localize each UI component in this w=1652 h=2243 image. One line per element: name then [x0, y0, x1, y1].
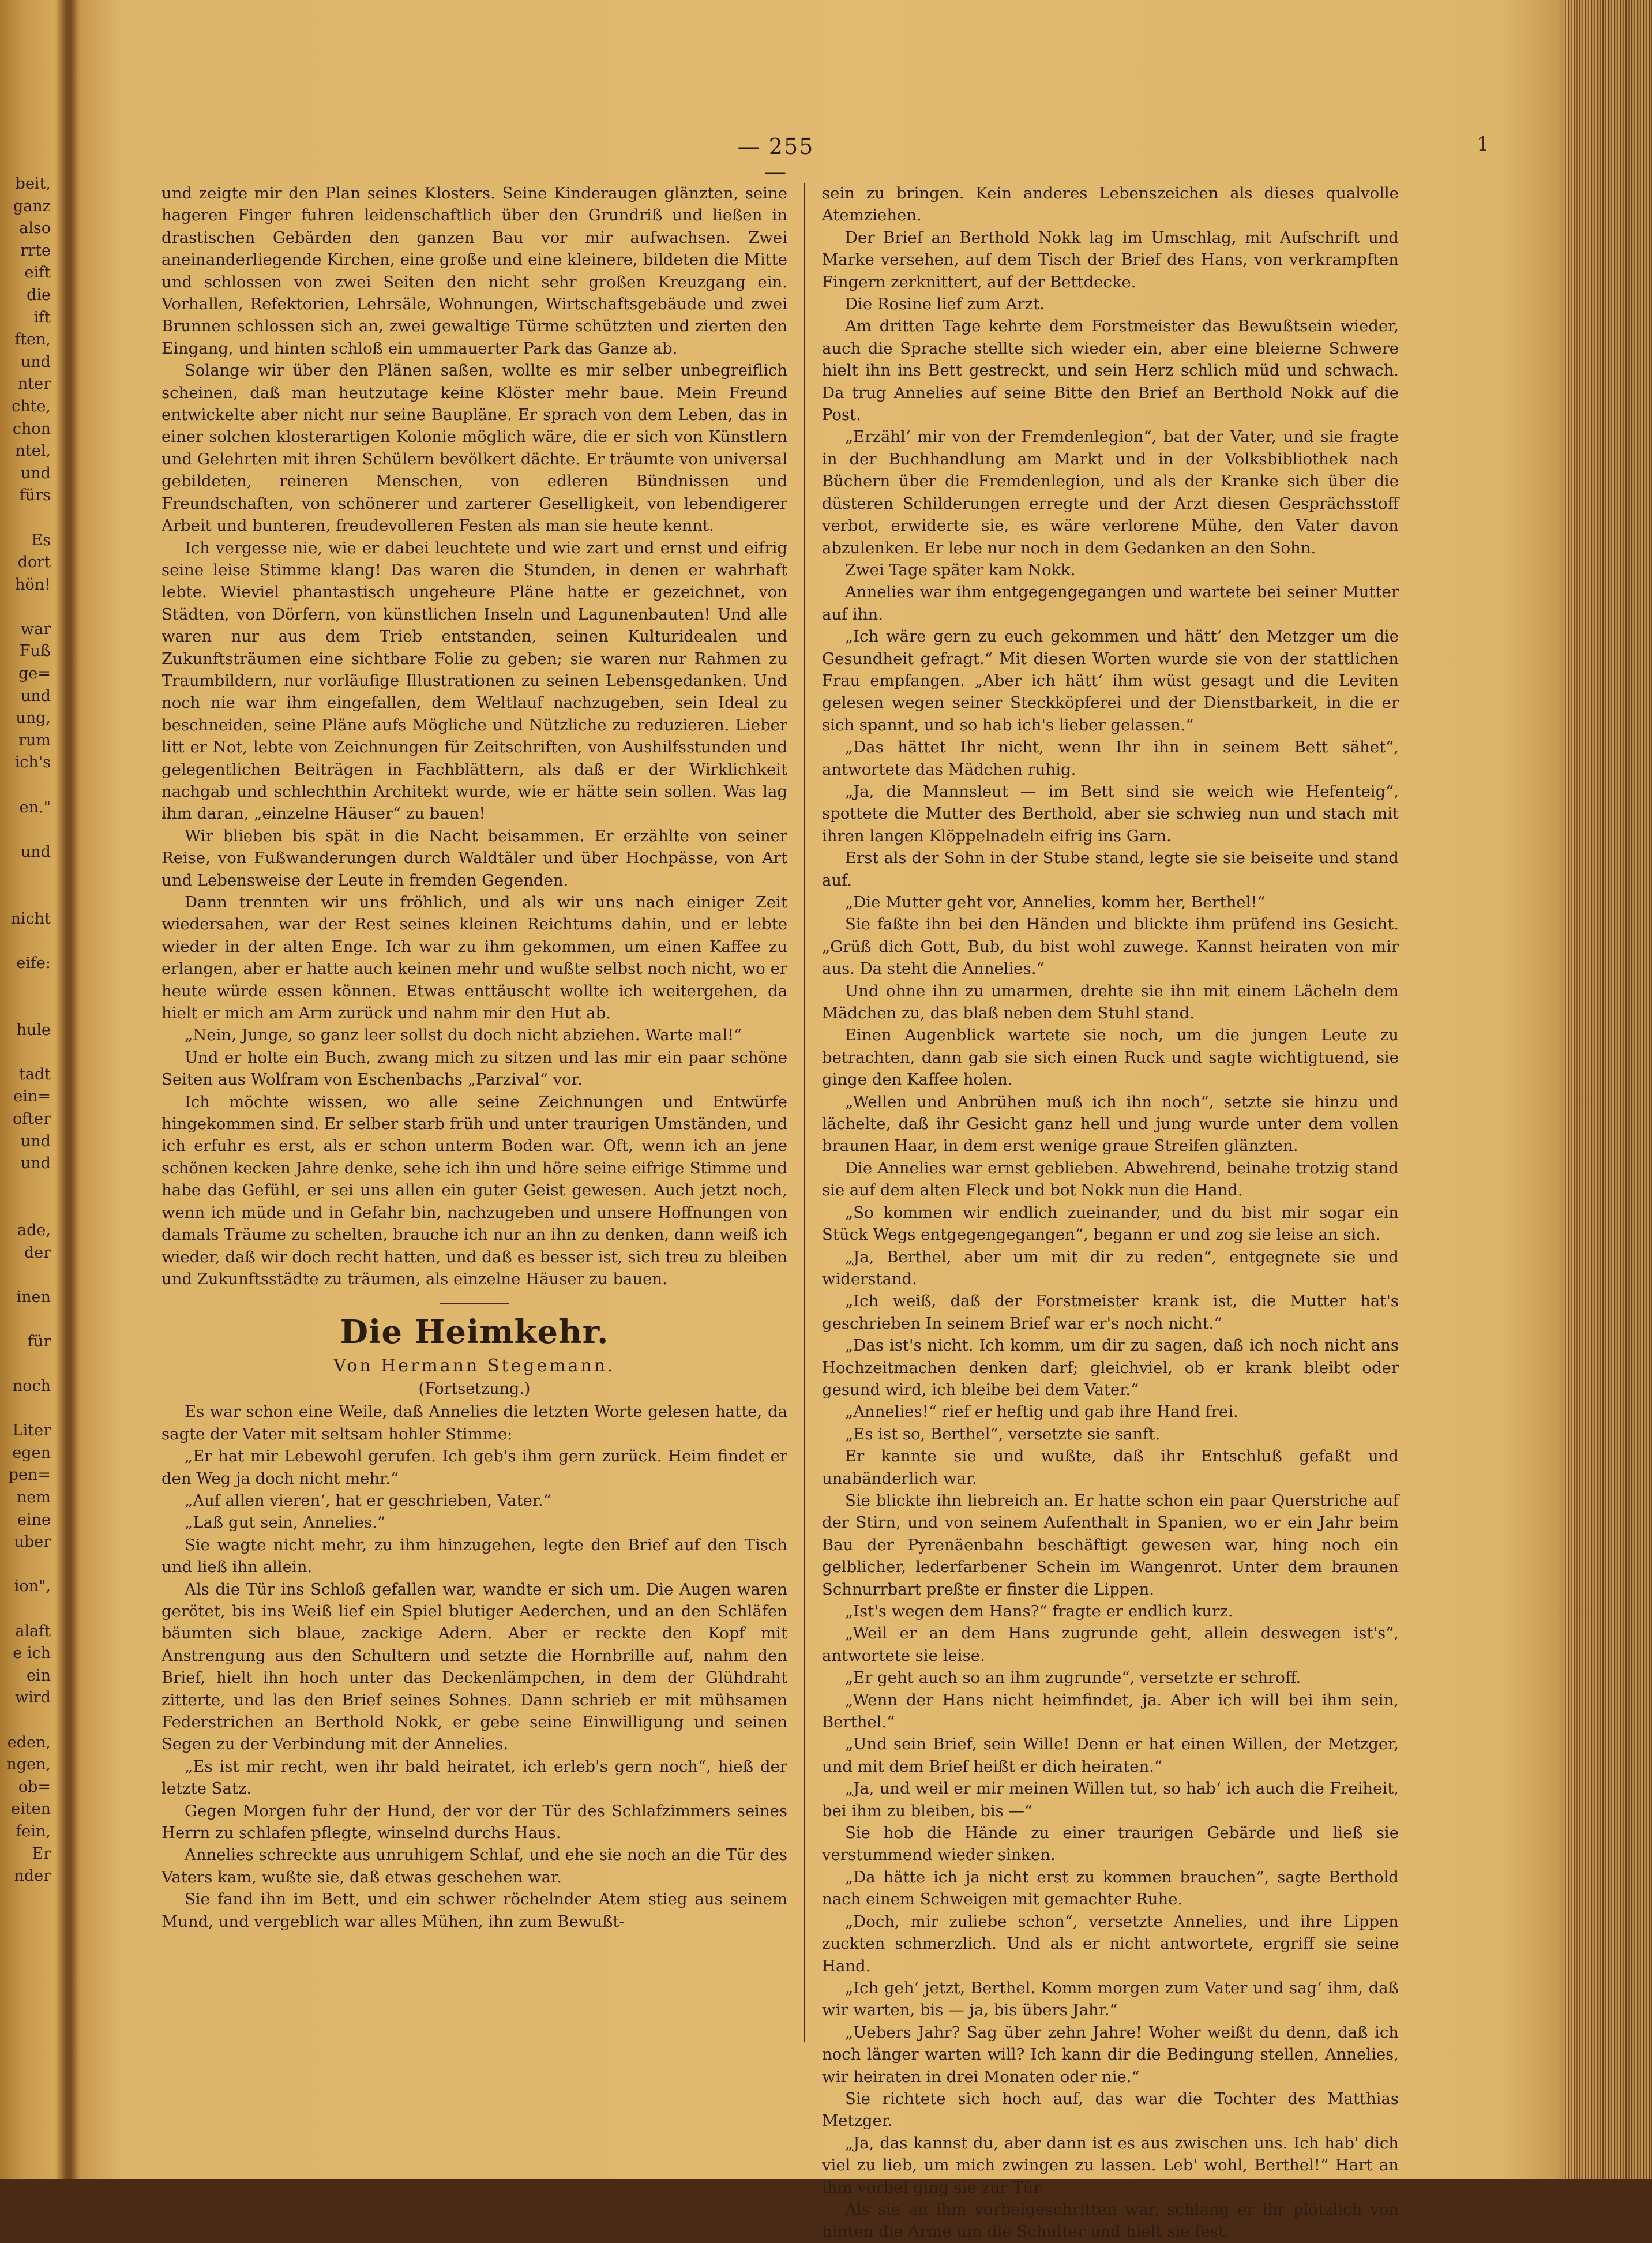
fragment-line: war — [20, 620, 51, 638]
paragraph: Der Brief an Berthold Nokk lag im Umschlag, mit Aufschrift und Marke versehen, auf dem Tisch der Brief des Hans, von verkrampften Fingern zerknittert, auf der Bettdecke. — [822, 228, 1399, 291]
paragraph: „Da hätte ich ja nicht erst zu kommen brauchen“, sagte Berthold nach einem Schweigen mit gemachter Ruhe. — [822, 1867, 1399, 1909]
fragment-line: ganz — [13, 197, 51, 215]
fragment-line: ofter — [13, 1109, 51, 1128]
fragment-line: Fuß — [19, 642, 51, 661]
fragment-line: eiten — [11, 1800, 51, 1818]
fragment-line: tadt — [18, 1065, 51, 1083]
fragment-line: ntel, — [15, 442, 51, 460]
paragraph: „Nein, Junge, so ganz leer sollst du doch nicht abziehen. Warte mal!“ — [185, 1026, 742, 1045]
fragment-line: und — [20, 1132, 51, 1150]
fragment-line — [0, 1598, 51, 1621]
paragraph: Sie faßte ihn bei den Händen und blickte ihm prüfend ins Gesicht. „Grüß dich Gott, Bub, du bist wohl zuwege. Kannst heiraten von mir aus. Da steht die Annelies.“ — [822, 915, 1399, 978]
paragraph: Annelies war ihm entgegengegangen und wartete bei seiner Mutter auf ihn. — [822, 583, 1399, 624]
fragment-line — [0, 974, 51, 997]
paragraph: „So kommen wir endlich zueinander, und du bist mir sogar ein Stück Wegs entgegengegangen“, begann er und zog sie leise an sich. — [822, 1203, 1399, 1244]
paragraph: „Das ist's nicht. Ich komm, um dir zu sagen, daß ich noch nicht ans Hochzeitmachen denken darf; gleichviel, ob er krank bleibt oder gesund wird, ich bleibe bei dem Vater.“ — [822, 1336, 1399, 1399]
paragraph: Es war schon eine Weile, daß Annelies die letzten Worte gelesen hatte, da sagte der Vater mit seltsam hohler Stimme: — [162, 1402, 787, 1443]
paragraph: „Und sein Brief, sein Wille! Denn er hat einen Willen, der Metzger, und mit dem Brief heißt er dich heiraten.“ — [822, 1735, 1399, 1776]
story-text — [162, 1401, 787, 1933]
paragraph: Ich möchte wissen, wo alle seine Zeichnungen und Entwürfe hingekommen sind. Er selber starb früh und unter traurigen Umständen, und ich erfuhr es erst, als er schon unterm Boden war. Oft, wenn ich an jene schönen kecken Jahre denke, sehe ich ihn und höre seine eifrige Stimme und habe das Gefühl, er sei uns allen ein guter Geist gewesen. Auch jetzt noch, wenn ich müde und in Gefahr bin, nachzugeben und unsere Hoffnungen von damals Träume zu schelten, brauche ich nur an ihn zu denken, dann weiß ich wieder, daß wir doch recht hatten, und daß es besser ist, sich treu zu bleiben und Zukunftsstädte zu träumen, als einzelne Häuser zu bauen. — [162, 1092, 787, 1288]
fragment-line: hule — [16, 1021, 51, 1039]
fragment-line — [0, 886, 51, 908]
paragraph: Dann trennten wir uns fröhlich, und als wir uns nach einiger Zeit wiedersahen, war der Rest seines kleinen Reichtums dahin, und er lebte wieder in der alten Enge. Ich war zu ihm gekommen, um einen Kaffee zu erlangen, aber er hatte auch keinen mehr und wußte selbst noch nicht, wo er heute würde essen können. Etwas enttäuscht wollte ich weitergehen, da hielt er mich am Arm zurück und nahm mir den Hut ab. — [162, 893, 787, 1023]
fragment-line: noch — [12, 1377, 51, 1396]
fragment-line: eife: — [16, 954, 51, 972]
paragraph: Sie blickte ihn liebreich an. Er hatte schon ein paar Querstriche auf der Stirn, und von seinem Aufenthalt in Spanien, wo er ein Jahr beim Bau der Pyrenäenbahn beschäftigt gewesen war, hing noch ein gelblicher, lederfarbener Schein im Wangenrot. Unter dem braunen Schnurrbart preßte er finster die Lippen. — [822, 1491, 1399, 1599]
fragment-line — [0, 1554, 51, 1576]
fragment-line: wird — [15, 1689, 51, 1707]
paragraph: Sie wagte nicht mehr, zu ihm hinzugehen, legte den Brief auf den Tisch und ließ ihn allein. — [162, 1535, 787, 1577]
fragment-line: ade, — [17, 1221, 51, 1239]
fragment-line: und — [20, 464, 51, 482]
fragment-line — [0, 930, 51, 952]
fragment-line: ion", — [14, 1577, 51, 1596]
fragment-line: Liter — [12, 1421, 51, 1440]
paragraph: „Ich geh‘ jetzt, Berthel. Komm morgen zum Vater und sag‘ ihm, daß wir warten, bis — ja, bis übers Jahr.“ — [822, 1978, 1399, 2020]
article-title: Die Heimkehr. — [340, 1313, 609, 1352]
fragment-line — [0, 1308, 51, 1331]
fragment-line: inen — [16, 1288, 51, 1306]
paragraph: „Ja, Berthel, aber um mit dir zu reden“, entgegnete sie und widerstand. — [822, 1247, 1399, 1288]
fragment-line: uber — [14, 1533, 51, 1551]
fragment-line: egen — [12, 1443, 51, 1462]
fragment-line: Er — [32, 1844, 51, 1863]
fragment-line: nder — [14, 1867, 51, 1885]
paragraph: „Ich wäre gern zu euch gekommen und hätt‘ den Metzger um die Gesundheit gefragt.“ Mit diesen Worten wurde sie von der stattlichen Frau empfangen. „Aber ich hätt‘ ihm wüst gesagt und die Leviten gelesen wegen seiner Steckköpferei und der Dienstbarkeit, in die er sich spannt, und so hab ich's lieber gelassen.“ — [822, 627, 1399, 734]
paragraph: Am dritten Tage kehrte dem Forstmeister das Bewußtsein wieder, auch die Sprache stellte sich wieder ein, aber eine bleierne Schwere hielt ihn ins Bett gestreckt, und sein Herz schlich müd und schwach. Da trug Annelies auf seine Bitte den Brief an Berthold Nokk auf die Post. — [822, 317, 1399, 425]
fragment-line: nter — [17, 375, 51, 393]
fragment-line — [0, 1264, 51, 1286]
paragraph: „Ja, die Mannsleut — im Bett sind sie weich wie Hefenteig“, spottete die Mutter des Berthold, aber sie schwieg nun und stach mit ihren langen Klöppelnadeln eifrig ins Garn. — [822, 782, 1399, 845]
essay-text — [162, 182, 787, 1290]
paragraph: „Die Mutter geht vor, Annelies, komm her, Berthel!“ — [845, 893, 1266, 912]
fragment-line: chte, — [12, 397, 51, 415]
paragraph: Annelies schreckte aus unruhigem Schlaf, und ehe sie noch an die Tür des Vaters kam, wußte sie, daß etwas geschehen war. — [162, 1846, 787, 1886]
fragment-line: hön! — [15, 575, 51, 594]
fragment-line: Es — [31, 531, 51, 549]
paragraph: Gegen Morgen fuhr der Hund, der vor der Tür des Schlafzimmers seines Herrn zu schlafen pflegte, winselnd durchs Haus. — [162, 1801, 787, 1843]
paragraph: Erst als der Sohn in der Stube stand, legte sie sie beiseite und stand auf. — [822, 849, 1399, 890]
left-column — [162, 182, 787, 2046]
paragraph: Als die Tür ins Schloß gefallen war, wandte er sich um. Die Augen waren gerötet, bis ins Weiß lief ein Spiel blutiger Aederchen, und an den Schläfen bäumten sich blaue, zackige Adern. Aber er reckte den Kopf mit Anstrengung aus den Schultern und setzte die Hornbrille auf, nahm den Brief, hielt ihn hoch unter das Deckenlämpchen, in dem der Glühdraht zitterte, und las den Brief seines Sohnes. Dann schrieb er mit mühsamen Federstrichen an Berthold Nokk, er gebe seine Einwilligung und seinen Segen zu der Verbindung mit der Annelies. — [162, 1580, 787, 1754]
fragment-line: eden, — [7, 1733, 51, 1751]
fragment-line: ob= — [18, 1777, 51, 1796]
fragment-line: eift — [24, 264, 51, 282]
right-column — [822, 182, 1399, 2241]
paragraph: Und er holte ein Buch, zwang mich zu sitzen und las mir ein paar schöne Seiten aus Wolfram von Eschenbachs „Parzival“ vor. — [162, 1048, 787, 1089]
paragraph: „Es ist so, Berthel“, versetzte sie sanft. — [845, 1424, 1161, 1443]
fragment-line: eine — [17, 1510, 51, 1529]
fragment-line: fürs — [19, 486, 51, 505]
fragment-line: ften, — [14, 331, 51, 349]
fragment-line — [0, 997, 51, 1019]
paragraph: Sie richtete sich hoch auf, das war die Tochter des Matthias Metzger. — [822, 2089, 1399, 2131]
paragraph: „Erzähl‘ mir von der Fremdenlegion“, bat der Vater, und sie fragte in der Buchhandlung am Markt und in der Volksbibliothek nach Büchern über die Fremdenlegion, und als der Kranke sich über die düsteren Schilderungen erregte und der Arzt diesen Gesprächsstoff verbot, erwiderte sie, es wäre verlorene Mühe, den Vater davon abzulenken. Er lebe nur noch in dem Gedanken an den Sohn. — [822, 427, 1399, 557]
paragraph: Als sie an ihm vorbeigeschritten war, schlang er ihr plötzlich von hinten die Arme um die Schulter und hielt sie fest. — [822, 2200, 1399, 2241]
fragment-line: ich's — [14, 753, 51, 772]
fragment-line — [0, 1175, 51, 1198]
fragment-line: nem — [17, 1488, 51, 1507]
article-separator — [440, 1303, 509, 1304]
paragraph: „Uebers Jahr? Sag über zehn Jahre! Woher weißt du denn, daß ich noch länger warten will? Ich kann dir die Bedingung stellen, Annelies, wir heiraten in drei Monaten oder nie.“ — [822, 2023, 1399, 2086]
fragment-line — [0, 1398, 51, 1420]
fragment-line: ein= — [13, 1087, 51, 1106]
paragraph: „Ja, das kannst du, aber dann ist es aus zwischen uns. Ich hab' dich viel zu lieb, um mich zwingen zu lassen. Leb' wohl, Berthel!“ Hart an ihm vorbei ging sie zur Tür. — [822, 2133, 1399, 2197]
fragment-line — [0, 863, 51, 886]
fragment-line — [0, 774, 51, 797]
fragment-line: der — [24, 1243, 51, 1262]
paragraph: Ich vergesse nie, wie er dabei leuchtete und wie zart und ernst und eifrig seine leise Stimme klang! Das waren die Stunden, in denen er wahrhaft lebte. Wieviel phantastisch ungeheure Pläne hatte er gezeichnet, von Städten, von Dörfern, von künstlichen Inseln und Lagunenbauten! Und alle waren nur aus dem Trieb entstanden, seinen Kulturidealen und Zukunftsträumen eine sichtbare Folie zu geben; sie waren nur Rahmen zu Traumbildern, nur vorläufige Illustrationen zu seinen Lebensgedanken. Und noch nie war ihm eingefallen, dem Weltlauf nachzugeben, sein Ideal zu beschneiden, seine Pläne aufs Mögliche und Nützliche zu reduzieren. Lieber litt er Not, lebte von Zeichnungen für Zeitschriften, von Aushilfsstunden und gelegentlichen Beiträgen in Fachblättern, als daß er der Wirklichkeit nachgab und schlechthin Architekt wurde, wie er hätte sein sollen. Was lag ihm daran, „einzelne Häuser“ zu bauen! — [162, 538, 787, 823]
fragment-line: rrte — [20, 241, 51, 260]
paragraph: „Laß gut sein, Annelies.“ — [185, 1513, 385, 1532]
paragraph: und zeigte mir den Plan seines Klosters. Seine Kinderaugen glänzten, seine hageren Finger fuhren leidenschaftlich über den Grundriß und ließen in drastischen Gebärden den ganzen Bau vor mir aufwachsen. Zwei aneinanderliegende Kirchen, eine große und eine kleinere, bildeten die Mitte und schlossen von zwei Seiten den nicht sehr großen Kreuzgang ein. Vorhallen, Refektorien, Lehrsäle, Wohnungen, Wirtschaftsgebäude und zwei Brunnen schlossen sich an, zwei gewaltige Türme schützten und zierten den Eingang, und hinten schloß ein ummauerter Park das Ganze ab. — [162, 184, 787, 358]
fragment-line: beit, — [15, 175, 51, 193]
paragraph: Zwei Tage später kam Nokk. — [845, 560, 1076, 579]
fragment-line: die — [27, 286, 51, 304]
fragment-line — [0, 1197, 51, 1220]
paragraph: „Annelies!“ rief er heftig und gab ihre Hand frei. — [845, 1402, 1238, 1421]
page-edges — [1563, 0, 1652, 2179]
column-rule — [804, 183, 805, 2042]
fragment-line — [0, 1353, 51, 1375]
paragraph: Sie hob die Hände zu einer traurigen Gebärde und ließ sie verstummend wieder sinken. — [822, 1824, 1399, 1865]
fragment-line: und — [20, 1154, 51, 1173]
fragment-line — [0, 507, 51, 530]
fragment-line: chon — [12, 419, 51, 438]
fragment-line: ge= — [18, 665, 51, 683]
fragment-line: alaft — [15, 1622, 51, 1640]
previous-page-fragment — [0, 173, 51, 2077]
fragment-line: für — [27, 1332, 51, 1351]
page-number: — 255 — — [737, 134, 814, 185]
fragment-line: ung, — [16, 709, 51, 727]
fragment-line: ngen, — [6, 1756, 51, 1774]
fragment-line: und — [20, 842, 51, 861]
paragraph: „Wenn der Hans nicht heimfindet, ja. Aber ich will bei ihm sein, Berthel.“ — [822, 1690, 1399, 1732]
paragraph: Solange wir über den Plänen saßen, wollte es mir selber unbegreiflich scheinen, daß man heutzutage keine Klöster mehr baue. Mein Freund entwickelte aber nicht nur seine Baupläne. Er sprach von dem Leben, das in einer solchen klosterartigen Kolonie möglich wäre, die er sich von Künstlern und Gelehrten mit ihren Schülern bevölkert dächte. Er träumte von universal gebildeten, reineren Menschen, von edleren Bündnissen und Freundschaften, von schönerer und zarterer Geselligkeit, von lebendigerer Arbeit und bunteren, freudevolleren Festen als man sie heute kennt. — [162, 361, 787, 535]
fragment-line: ift — [33, 308, 51, 327]
fragment-line: e ich — [13, 1644, 51, 1663]
fragment-line: dort — [17, 553, 51, 572]
book-gutter — [55, 0, 77, 2179]
paragraph: Die Rosine lief zum Arzt. — [845, 295, 1045, 314]
paragraph: „Ja, und weil er mir meinen Willen tut, so hab‘ ich auch die Freiheit, bei ihm zu bleiben, bis —“ — [822, 1779, 1399, 1820]
paragraph: „Wellen und Anbrühen muß ich ihn noch“, setzte sie hinzu und lächelte, daß ihr Gesicht ganz hell und jung wurde unter dem vollen braunen Haar, in dem erst wenige graue Streifen glänzten. — [822, 1092, 1399, 1156]
paragraph: „Das hättet Ihr nicht, wenn Ihr ihn in seinem Bett sähet“, antwortete das Mädchen ruhig. — [822, 738, 1399, 779]
paragraph: „Auf allen vieren‘, hat er geschrieben, Vater.“ — [185, 1491, 551, 1510]
fragment-line: also — [19, 219, 51, 238]
fragment-line: rum — [18, 731, 51, 749]
paragraph: Einen Augenblick wartete sie noch, um die jungen Leute zu betrachten, dann gab sie sich einen Ruck und sagte wichtigtuend, sie ginge den Kaffee holen. — [822, 1026, 1399, 1089]
paragraph: Und ohne ihn zu umarmen, drehte sie ihn mit einem Lächeln dem Mädchen zu, das blaß neben dem Stuhl stand. — [822, 981, 1399, 1023]
paragraph: „Doch, mir zuliebe schon“, versetzte Annelies, und ihre Lippen zuckten schmerzlich. Und als er nicht antwortete, ergriff sie seine Hand. — [822, 1912, 1399, 1975]
story-text-continued — [822, 182, 1399, 2243]
paragraph: Er kannte sie und wußte, daß ihr Entschluß gefaßt und unabänderlich war. — [822, 1447, 1399, 1488]
paragraph: sein zu bringen. Kein anderes Lebenszeichen als dieses qualvolle Atemziehen. — [822, 184, 1399, 225]
paragraph: „Ist's wegen dem Hans?“ fragte er endlich kurz. — [845, 1602, 1233, 1621]
fragment-line: ein — [26, 1666, 51, 1685]
fragment-line: en." — [19, 798, 51, 816]
paragraph: Wir blieben bis spät in die Nacht beisammen. Er erzählte von seiner Reise, von Fußwanderungen durch Waldtäler und über Hochpässe, von Art und Lebensweise der Leute in fremden Gegenden. — [162, 826, 787, 890]
fragment-line — [0, 596, 51, 618]
fragment-line: und — [20, 352, 51, 371]
fragment-line: und — [20, 687, 51, 705]
paragraph: „Es ist mir recht, wen ihr bald heiratet, ich erleb's gern noch“, hieß der letzte Satz. — [162, 1757, 787, 1798]
paragraph: Sie fand ihn im Bett, und ein schwer röchelnder Atem stieg aus seinem Mund, und vergeblich war alles Mühen, ihn zum Bewußt- — [162, 1890, 787, 1931]
paragraph: „Weil er an dem Hans zugrunde geht, allein deswegen ist's“, antwortete sie leise. — [822, 1624, 1399, 1665]
paragraph: „Er geht auch so an ihm zugrunde“, versetzte er schroff. — [845, 1668, 1301, 1687]
fragment-line — [0, 819, 51, 841]
fragment-line: fein, — [16, 1822, 51, 1840]
paragraph: „Ich weiß, daß der Forstmeister krank ist, die Mutter hat's geschrieben In seinem Brief war er's noch nicht.“ — [822, 1292, 1399, 1333]
fragment-line: pen= — [8, 1466, 51, 1484]
fragment-line: nicht — [10, 909, 51, 928]
paragraph: „Er hat mir Lebewohl gerufen. Ich geb's ihm gern zurück. Heim findet er den Weg ja doch nicht mehr.“ — [162, 1447, 787, 1488]
margin-mark: 1 — [1477, 133, 1489, 156]
fragment-line — [0, 1041, 51, 1064]
fragment-line — [0, 1709, 51, 1732]
article-byline: Von Hermann Stegemann. — [333, 1356, 615, 1376]
paragraph: Die Annelies war ernst geblieben. Abwehrend, beinahe trotzig stand sie auf dem alten Fleck und bot Nokk nun die Hand. — [822, 1158, 1399, 1200]
article-continuation-note: (Fortsetzung.) — [418, 1380, 531, 1398]
